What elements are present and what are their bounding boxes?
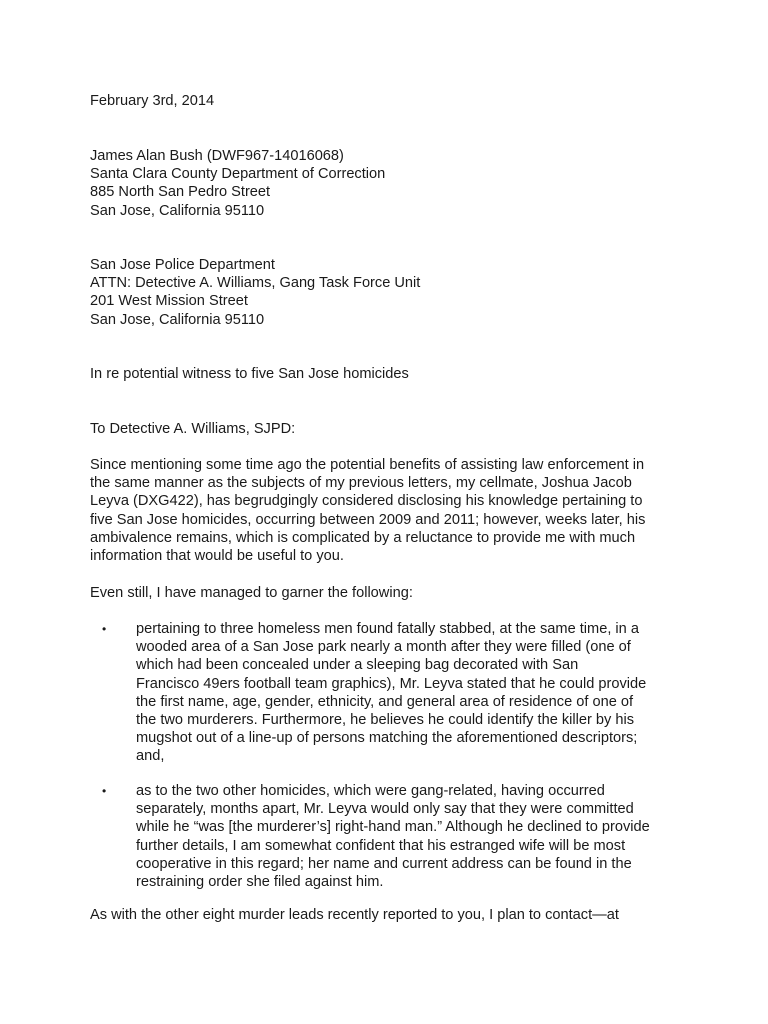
sender-name: James Alan Bush (DWF967-14016068) [90, 148, 344, 164]
bullet-line: the first name, age, gender, ethnicity, and general area of residence of one of [136, 693, 634, 710]
salutation-text: To Detective A. Williams, SJPD: [90, 421, 296, 437]
subject-text: In re potential witness to five San Jose homicides [90, 366, 409, 382]
bullet-line: the two murderers. Furthermore, he believes he could identify the killer by his [136, 712, 635, 729]
body-paragraph-1 [90, 456, 680, 565]
bullet-line: mugshot out of a line-up of persons matching the aforementioned descriptors; [136, 730, 638, 747]
paragraph-line: five San Jose homicides, occurring between 2009 and 2011; however, weeks later, his [90, 511, 646, 528]
date-line: February 3rd, 2014 [90, 93, 215, 109]
subject-line [90, 365, 680, 383]
letter-date [90, 92, 680, 110]
paragraph-line: ambivalence remains, which is complicated by a reluctance to provide me with much [90, 529, 636, 546]
recipient-street: 201 West Mission Street [90, 293, 248, 310]
bullet-icon: • [102, 622, 107, 636]
bullet-line: pertaining to three homeless men found fatally stabbed, at the same time, in a [136, 621, 639, 637]
bullet-line: as to the two other homicides, which were gang-related, having occurred [136, 783, 605, 799]
bullet-line: and, [136, 748, 165, 765]
bullet-line: while he “was [the murderer’s] right-hand man.” Although he declined to provide [136, 819, 650, 836]
bullet-line: separately, months apart, Mr. Leyva would only say that they were committed [136, 801, 634, 818]
sender-street: 885 North San Pedro Street [90, 184, 271, 201]
salutation [90, 420, 680, 438]
paragraph-line: Since mentioning some time ago the potential benefits of assisting law enforcement in [90, 457, 645, 473]
sender-institution: Santa Clara County Department of Correction [90, 166, 386, 183]
paragraph-line: Leyva (DXG422), has begrudgingly considered disclosing his knowledge pertaining to [90, 493, 643, 510]
recipient-attention: ATTN: Detective A. Williams, Gang Task Force Unit [90, 275, 421, 292]
sender-city: San Jose, California 95110 [90, 202, 265, 219]
bullet-icon: • [102, 784, 107, 798]
bullet-line: Francisco 49ers football team graphics), Mr. Leyva stated that he could provide [136, 675, 647, 692]
recipient-city: San Jose, California 95110 [90, 311, 265, 328]
bullet-line: which had been concealed under a sleeping bag decorated with San [136, 657, 579, 674]
paragraph-line: the same manner as the subjects of my previous letters, my cellmate, Joshua Jacob [90, 475, 632, 492]
bullet-text [136, 782, 696, 891]
paragraph-line: Even still, I have managed to garner the following: [90, 585, 413, 601]
paragraph-line: information that would be useful to you. [90, 548, 344, 565]
body-paragraph-2 [90, 584, 680, 602]
recipient-address [90, 256, 680, 329]
bullet-line: further details, I am somewhat confident that his estranged wife will be most [136, 837, 626, 854]
bullet-line: cooperative in this regard; her name and current address can be found in the [136, 855, 632, 872]
sender-address [90, 147, 680, 220]
body-paragraph-3 [90, 906, 680, 924]
paragraph-line: As with the other eight murder leads recently reported to you, I plan to contact—at [90, 907, 619, 923]
bullet-line: wooded area of a San Jose park nearly a month after they were filled (one of [136, 639, 631, 656]
recipient-organization: San Jose Police Department [90, 257, 275, 273]
bullet-text [136, 620, 696, 766]
bullet-line: restraining order she filed against him. [136, 874, 384, 891]
